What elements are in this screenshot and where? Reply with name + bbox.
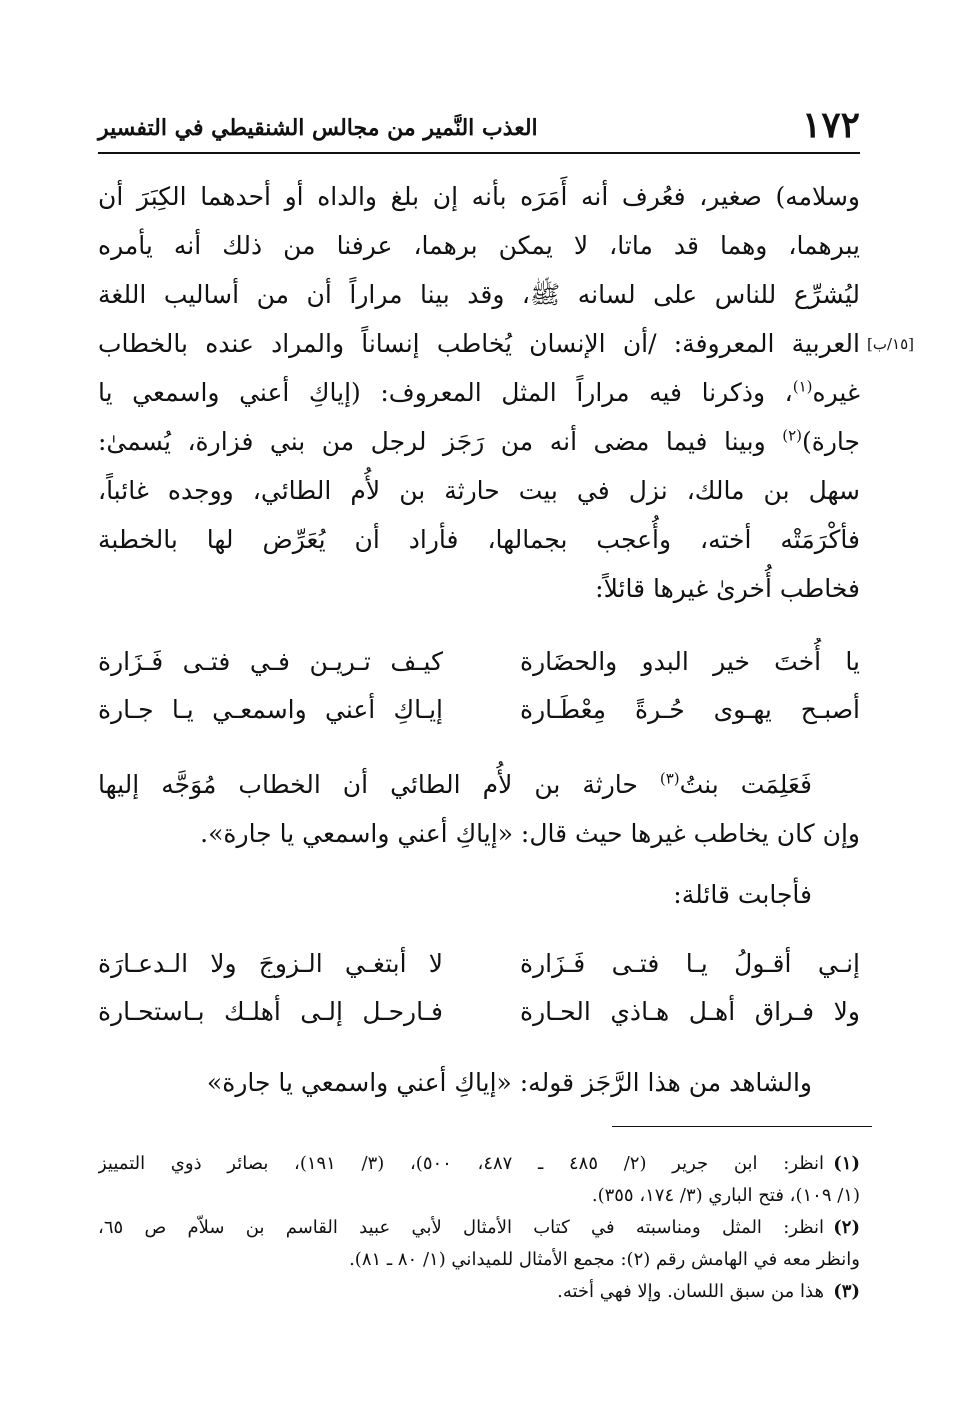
margin-folio-note: [١٥/ب] — [866, 335, 914, 353]
text-line: يبرهما، وهما قد ماتا، لا يمكن برهما، عرفنا من ذلك أنه يأمره — [98, 231, 860, 260]
text-line: وإن كان يخاطب غيرها حيث قال: «إياكِ أعني واسمعي يا جارة». — [200, 819, 860, 848]
hemistich: لا أبتغـي الـزوجَ ولا الـدعـارَة — [98, 949, 443, 978]
text-line: والشاهد من هذا الرَّجَز قوله: «إياكِ أعني واسمعي يا جارة» — [206, 1068, 812, 1097]
text-line: وسلامه) صغير، فعُرف أنه أَمَرَه بأنه إن بلغ والداه أو أحدهما الكِبَرَ أن — [98, 182, 860, 211]
hemistich: ولا فـراق أهـل هـاذي الحـارة — [520, 997, 860, 1026]
text-segment: وبينا فيما مضى أنه من رَجَز لرجل من بني فزارة، يُسمىٰ: — [98, 427, 783, 456]
footnote-2 — [98, 1212, 860, 1244]
page-number: ١٧٢ — [801, 104, 860, 146]
text-line: العربية المعروفة: /أن الإنسان يُخاطب إنساناً والمراد عنده بالخطاب — [98, 329, 860, 358]
poem-1 — [98, 638, 860, 734]
text-segment: جارة) — [802, 427, 860, 456]
footnote-text: انظر: المثل ومناسبته في كتاب الأمثال لأبي عبيد القاسم بن سلاّم ص ٦٥، — [98, 1217, 824, 1238]
verse — [98, 988, 860, 1036]
hemistich: إيـاكِ أعني واسمعـي يـا جـارة — [98, 695, 443, 724]
footnote-1-cont: (١/ ١٠٩)، فتح الباري (٣/ ١٧٤، ٣٥٥). — [591, 1185, 860, 1206]
page-header — [98, 100, 860, 150]
footnote-ref-1: (١) — [792, 377, 813, 396]
footnote-3 — [98, 1276, 860, 1308]
footnote-number: (٢) — [833, 1217, 860, 1238]
header-rule — [98, 152, 860, 154]
text-segment: ، وذكرنا فيه مراراً المثل المعروف: (إياكِ أعني واسمعي يا — [98, 378, 793, 407]
footnote-ref-2: (٢) — [782, 426, 802, 445]
closing-text — [98, 1058, 860, 1107]
footnote-1 — [98, 1148, 860, 1180]
verse — [98, 940, 860, 988]
footnote-number: (١) — [833, 1153, 860, 1174]
hemistich: يا أُختَ خير البدو والحضَارة — [520, 647, 860, 676]
hemistich: إنـي أقـولُ يـا فتـى فَـزَارة — [520, 949, 860, 978]
text-segment: فَعَلِمَت بنتُ — [679, 770, 812, 799]
verse — [98, 686, 860, 734]
footnote-rule — [612, 1126, 872, 1127]
hemistich: فـارحـل إلـى أهلـك بـاستحـارة — [98, 997, 443, 1026]
text-segment: غيره — [812, 378, 860, 407]
footnote-number: (٣) — [833, 1281, 860, 1302]
poem-2 — [98, 940, 860, 1036]
text-line: سهل بن مالك، نزل في بيت حارثة بن لأُم الطائي، ووجده غائباً، — [98, 476, 860, 505]
running-title: العذب النَّمير من مجالس الشنقيطي في التفسير — [98, 115, 538, 141]
footnote-text: هذا من سبق اللسان. وإلا فهي أخته. — [557, 1281, 824, 1302]
main-text-continued — [98, 760, 860, 919]
text-line: فأكْرَمَتْه أخته، وأُعجب بجمالها، فأراد أن يُعَرِّض لها بالخطبة — [98, 525, 860, 554]
verse — [98, 638, 860, 686]
hemistich: أصبـح يهـوى حُـرةً مِعْطَـارة — [520, 695, 860, 724]
main-text — [98, 172, 860, 613]
text-line: ليُشرِّع للناس على لسانه ﷺ، وقد بينا مراراً أن من أساليب اللغة — [98, 280, 860, 309]
text-line — [98, 368, 860, 417]
text-line — [98, 760, 860, 809]
text-line: فأجابت قائلة: — [673, 880, 812, 909]
footnotes — [98, 1148, 860, 1308]
text-line — [98, 417, 860, 466]
text-line: فخاطب أُخرىٰ غيرها قائلاً: — [595, 574, 860, 603]
text-segment: حارثة بن لأُم الطائي أن الخطاب مُوَجَّه إليها — [98, 770, 660, 799]
footnote-2-cont: وانظر معه في الهامش رقم (٢): مجمع الأمثال للميداني (١/ ٨٠ ـ ٨١). — [349, 1249, 860, 1270]
footnote-ref-3: (٣) — [659, 769, 680, 788]
footnote-text: انظر: ابن جرير (٢/ ٤٨٥ ـ ٤٨٧، ٥٠٠)، (٣/ ١٩١)، بصائر ذوي التمييز — [98, 1153, 824, 1174]
hemistich: كيـف تـريـن فـي فتـى فَـزَارة — [98, 647, 443, 676]
